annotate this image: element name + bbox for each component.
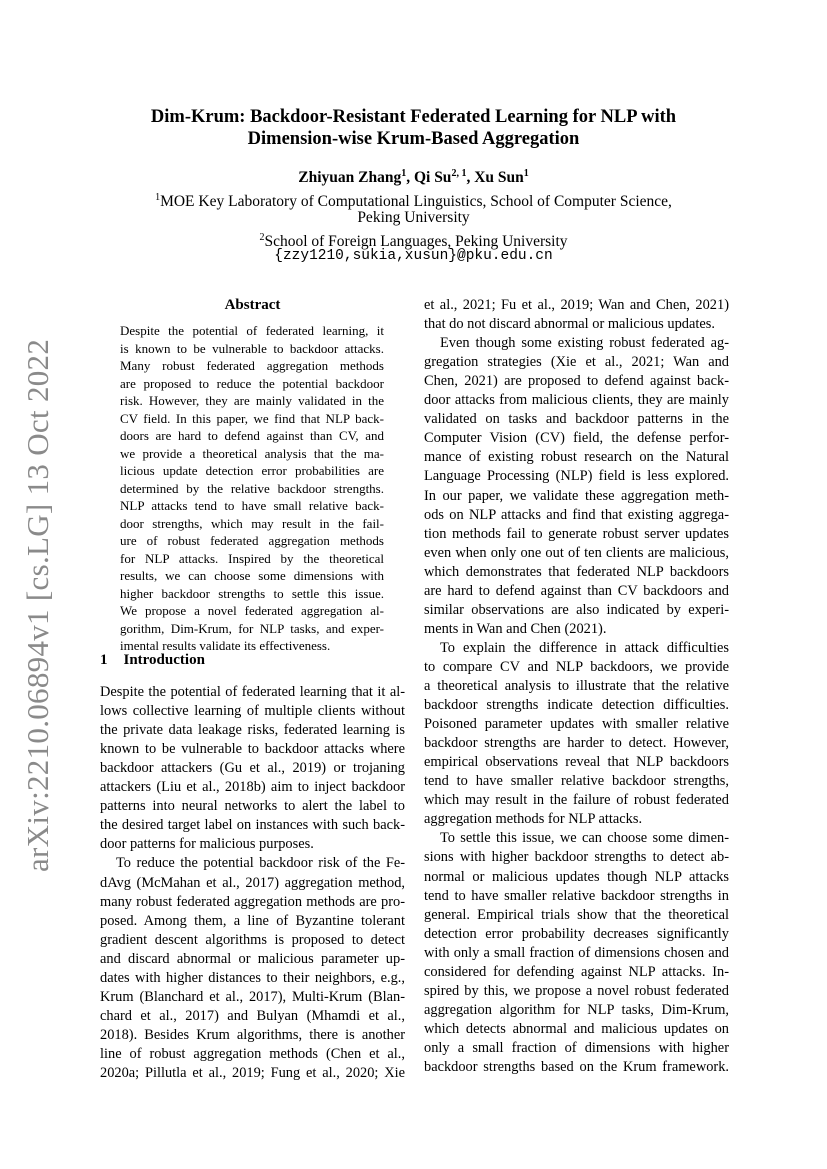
section-title: Introduction	[123, 652, 205, 668]
text-line: general. Empirical trials show that the theoretical	[424, 906, 729, 923]
text-line: NLP attacks tend to have small relative back-	[120, 498, 384, 513]
author-name: Zhiyuan Zhang	[298, 169, 402, 187]
text-line: Poisoned parameter updates with smaller relative	[424, 716, 729, 733]
text-line: the desired target label on instances with such back-	[100, 817, 405, 834]
section-number: 1	[100, 652, 108, 668]
text-line: tend to have smaller relative backdoor strengths in	[424, 887, 729, 904]
text-line: only a small fraction of dimensions with higher	[424, 1039, 729, 1056]
paper-title-line-2: Dimension-wise Krum-Based Aggregation	[247, 129, 580, 149]
text-line: Computer Vision (CV) field, the defense perfor-	[424, 430, 729, 447]
author-name: Xu Sun	[474, 169, 524, 187]
arxiv-stamp: arXiv:2210.06894v1 [cs.LG] 13 Oct 2022	[20, 338, 55, 872]
text-line: Despite the potential of federated learning, it	[120, 323, 384, 338]
text-line: aggregation methods for NLP attacks.	[424, 811, 643, 828]
affiliation-line: Peking University	[357, 209, 470, 226]
text-line: with only a small fraction of dimensions chosen and	[424, 944, 729, 961]
text-line: Many robust federated aggregation methods	[120, 358, 384, 373]
affiliation-mark: 1	[155, 192, 161, 203]
text-line: known to be vulnerable to backdoor attacks where	[100, 741, 405, 758]
text-line: a theoretical analysis to illustrate that the relative	[424, 678, 729, 694]
author-list: Zhiyuan Zhang$^1$, Qi Su$^{2, 1}$, Xu Sun$^1$	[298, 168, 529, 187]
text-line: To settle this issue, we can choose some dimen-	[440, 830, 729, 847]
author-affiliation-mark: 1	[401, 168, 407, 179]
text-line: are proposed to reduce the potential backdoor	[120, 375, 384, 391]
text-line: aggregation algorithm for NLP tasks, Dim-Krum,	[424, 1001, 729, 1018]
text-line: the private data leakage risks, federated learning is	[100, 722, 405, 739]
paper-title-line-1: Dim-Krum: Backdoor-Resistant Federated Learning for NLP with	[150, 107, 677, 127]
text-line: doors are hard to defend against than CV, and	[120, 428, 384, 443]
text-line: imental results validate its effectiveness.	[120, 638, 331, 653]
text-line: ments in Wan and Chen (2021).	[424, 620, 607, 637]
text-line: attackers (Liu et al., 2018b) aim to inject backdoor	[100, 779, 405, 796]
affiliation-mark: 2	[259, 232, 265, 243]
text-line: gorithm, Dim-Krum, for NLP tasks, and exper-	[120, 620, 384, 636]
text-line: that do not discard abnormal or malicious updates.	[424, 316, 715, 333]
author-name: Qi Su	[413, 169, 452, 187]
text-line: dAvg (McMahan et al., 2017) aggregation method,	[100, 874, 405, 891]
text-line: even when only one out of ten clients are malicious,	[424, 544, 729, 561]
text-line: backdoor strengths based on the Krum framework.	[424, 1059, 729, 1075]
affiliation-text: School of Foreign Languages, Peking University	[264, 233, 568, 251]
text-line: higher backdoor strengths to settle this issue.	[120, 585, 384, 601]
text-line: and discard abnormal or malicious parameter up-	[100, 950, 405, 967]
text-line: tion methods fail to generate robust server updates	[424, 525, 729, 542]
text-line: CV field. In this paper, we find that NLP back-	[120, 410, 384, 426]
text-line: 2020a; Pillutla et al., 2019; Fung et al., 2020; Xie	[100, 1065, 405, 1081]
text-line: tend to have smaller relative backdoor strengths,	[424, 773, 729, 790]
text-line: gradient descent algorithms is proposed to detect	[100, 931, 405, 948]
text-line: is known to be vulnerable to backdoor attacks.	[120, 340, 384, 356]
text-line: gregation strategies (Xie et al., 2021; Wan and	[424, 354, 729, 371]
author-email[interactable]: {zzy1210,sukia,xusun}@pku.edu.cn	[274, 248, 553, 264]
text-line: many robust federated aggregation methods are pro-	[100, 893, 405, 910]
text-line: for NLP attacks. Inspired by the theoretical	[120, 550, 384, 566]
text-line: dates with higher distances to their neighbors, e.g.,	[100, 969, 405, 986]
text-line: considered for defending against NLP attacks. In-	[424, 963, 729, 980]
text-line: mance of existing robust research on the Natural	[424, 449, 729, 466]
text-line: similar observations are also indicated by experi-	[424, 601, 729, 618]
text-line: detection error probability decreases significantly	[424, 925, 729, 942]
text-line: which may result in the failure of robust federated	[424, 792, 729, 809]
text-line: Despite the potential of federated learning that it al-	[100, 684, 405, 700]
text-line: sions with higher backdoor strengths to detect ab-	[424, 849, 729, 866]
text-line: Krum (Blanchard et al., 2017), Multi-Krum (Blan-	[100, 988, 405, 1005]
text-line: spired by this, we propose a novel robust federated	[424, 982, 729, 999]
author-affiliation-mark: 1	[523, 168, 529, 179]
text-line: empirical observations reveal that NLP backdoors	[424, 754, 729, 771]
text-line: determined by the relative backdoor strengths.	[120, 480, 384, 496]
text-line: In our paper, we validate these aggregation meth-	[424, 487, 729, 504]
text-line: ure of robust federated aggregation methods	[120, 533, 384, 548]
text-line: patterns into neural networks to alert the label to	[100, 798, 405, 815]
text-line: door attacks from malicious clients, they are mainly	[424, 392, 729, 409]
text-line: licious update detection error probabilities are	[120, 463, 384, 478]
text-line: To reduce the potential backdoor risk of the Fe-	[116, 855, 405, 872]
text-line: chard et al., 2017) and Bulyan (Mhamdi et al.,	[100, 1007, 405, 1024]
text-line: backdoor attackers (Gu et al., 2019) or trojaning	[100, 760, 405, 777]
text-line: we provide a theoretical analysis that the ma-	[120, 445, 384, 461]
text-line: Chen, 2021) are proposed to defend against back-	[424, 373, 729, 390]
text-line: backdoor strengths are harder to detect. However,	[424, 735, 729, 752]
text-line: risk. However, they are mainly validated in the	[120, 393, 384, 408]
text-line: et al., 2021; Fu et al., 2019; Wan and Chen, 2021)	[424, 297, 729, 313]
text-line: which detects abnormal and malicious updates on	[424, 1020, 729, 1037]
text-line: validated on tasks and backdoor patterns in the	[424, 411, 729, 428]
text-line: to compare CV and NLP backdoors, we provide	[424, 658, 729, 675]
text-line: lows collective learning of multiple clients without	[100, 703, 405, 720]
text-line: normal or malicious updates though NLP attacks	[424, 868, 729, 885]
abstract-heading: Abstract	[224, 297, 281, 313]
text-line: door strengths, which may result in the fail-	[120, 515, 384, 531]
section-heading	[100, 652, 205, 669]
text-line: results, we can choose some dimensions with	[120, 568, 384, 583]
text-line: Even though some existing robust federated ag-	[440, 335, 729, 352]
text-line: To explain the difference in attack difficulties	[440, 639, 729, 656]
text-line: which demonstrates that federated NLP backdoors	[424, 563, 729, 580]
text-line: posed. Among them, a line of Byzantine tolerant	[100, 912, 405, 929]
text-line: door patterns for malicious purposes.	[100, 836, 314, 853]
text-line: backdoor strengths indicate detection difficulties.	[424, 697, 729, 714]
text-line: We propose a novel federated aggregation al-	[120, 603, 384, 618]
text-line: line of robust aggregation methods (Chen et al.,	[100, 1045, 405, 1062]
author-affiliation-mark: 2, 1	[451, 168, 467, 179]
text-line: Language Processing (NLP) field is less explored.	[424, 468, 729, 485]
text-line: ods on NLP attacks and find that existing aggrega-	[424, 506, 729, 523]
text-line: 2018). Besides Krum algorithms, there is another	[100, 1026, 405, 1043]
text-line: are hard to defend against than CV backdoors and	[424, 582, 729, 599]
affiliation-text: MOE Key Laboratory of Computational Linguistics, School of Computer Science,	[160, 193, 672, 211]
